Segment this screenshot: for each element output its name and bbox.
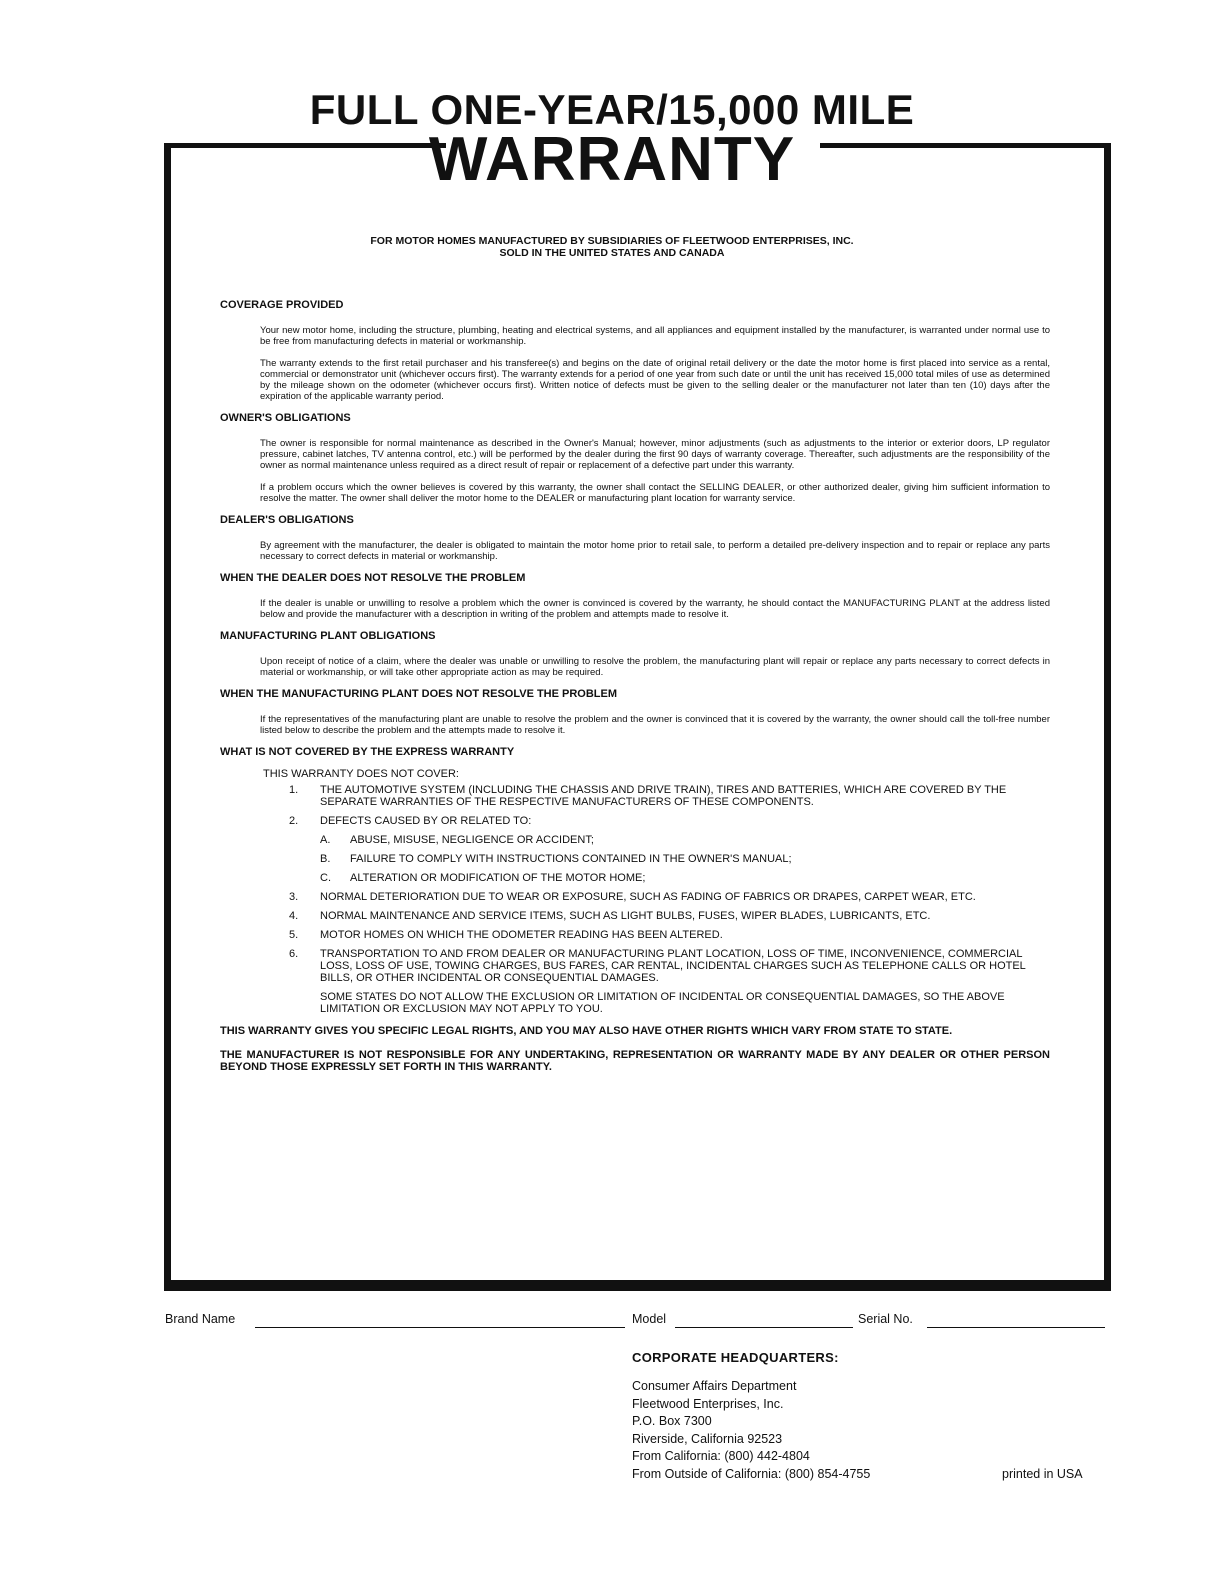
exclusion-item	[263, 948, 1050, 984]
brand-name-field[interactable]	[255, 1312, 625, 1328]
section-heading: MANUFACTURING PLANT OBLIGATIONS	[220, 630, 436, 642]
section-heading: COVERAGE PROVIDED	[220, 299, 344, 311]
section-heading: WHEN THE DEALER DOES NOT RESOLVE THE PROBLEM	[220, 572, 526, 584]
exclusion-note: SOME STATES DO NOT ALLOW THE EXCLUSION OR LIMITATION OF INCIDENTAL OR CONSEQUENTIAL DAMAGES, SO THE ABOVE LIMITATION OR EXCLUSION MAY NOT APPLY TO YOU.	[320, 991, 1005, 1015]
exclusion-number: 1.	[289, 784, 299, 796]
exclusion-text: ABUSE, MISUSE, NEGLIGENCE OR ACCIDENT;	[350, 834, 594, 846]
section-plant-not-resolve	[220, 689, 1050, 736]
brand-name-label: Brand Name	[165, 1312, 236, 1326]
section-paragraph: The warranty extends to the first retail purchaser and his transferee(s) and begins on the date of original retail delivery or the date the motor home is first placed into service as a rental, commercial or demonstrator unit (whichever occurs first). The warranty extends for a period of one year from such date or until the unit has received 15,000 total miles of use as determined by the mileage shown on the odometer (whichever occurs first). Written notice of defects must be given to the selling dealer or the manufacturer not later than ten (10) days after the expiration of the applicable warranty period.	[260, 358, 1050, 402]
section-dealer-obligations	[220, 515, 1050, 562]
section-owner-obligations	[220, 413, 1050, 504]
closing-statement: THE MANUFACTURER IS NOT RESPONSIBLE FOR ANY UNDERTAKING, REPRESENTATION OR WARRANTY MADE BY ANY DEALER OR OTHER PERSON BEYOND THOSE EXPRESSLY SET FORTH IN THIS WARRANTY.	[220, 1049, 1050, 1073]
exclusion-item	[263, 784, 1050, 808]
address-line: P.O. Box 7300	[632, 1414, 712, 1428]
exclusion-subitem	[263, 872, 1050, 884]
exclusion-text: NORMAL DETERIORATION DUE TO WEAR OR EXPOSURE, SUCH AS FADING OF FABRICS OR DRAPES, CARPET WEAR, ETC.	[320, 891, 976, 903]
exclusion-item	[263, 815, 1050, 827]
closing-statement: THIS WARRANTY GIVES YOU SPECIFIC LEGAL RIGHTS, AND YOU MAY ALSO HAVE OTHER RIGHTS WHICH VARY FROM STATE TO STATE.	[220, 1025, 953, 1037]
exclusion-number: 3.	[289, 891, 299, 903]
subtitle-line1: FOR MOTOR HOMES MANUFACTURED BY SUBSIDIARIES OF FLEETWOOD ENTERPRISES, INC.	[370, 235, 854, 247]
section-plant-obligations	[220, 631, 1050, 678]
address-line: Consumer Affairs Department	[632, 1379, 797, 1393]
warranty-title-line1: FULL ONE-YEAR/15,000 MILE	[309, 86, 915, 133]
exclusion-subitem	[263, 834, 1050, 846]
section-heading: DEALER'S OBLIGATIONS	[220, 514, 354, 526]
exclusion-number: 2.	[289, 815, 299, 827]
section-heading: OWNER'S OBLIGATIONS	[220, 412, 351, 424]
address-line: Riverside, California 92523	[632, 1431, 783, 1446]
exclusion-list	[263, 768, 1050, 1015]
section-paragraph: By agreement with the manufacturer, the dealer is obligated to maintain the motor home prior to retail sale, to perform a detailed pre-delivery inspection and to repair or replace any parts necessary to correct defects in material or workmanship.	[260, 540, 1050, 562]
exclusion-text: DEFECTS CAUSED BY OR RELATED TO:	[320, 815, 532, 827]
corporate-heading: CORPORATE HEADQUARTERS:	[632, 1350, 839, 1365]
section-paragraph: The owner is responsible for normal maintenance as described in the Owner's Manual; however, minor adjustments (such as adjustments to the interior or exterior doors, LP regulator pressure, cabinet latches, TV antenna control, etc.) will be performed by the dealer during the first 90 days of warranty coverage. Thereafter, such adjustments are the responsibility of the owner as normal maintenance unless required as a direct result of repair or replacement of a defective part under this warranty.	[260, 438, 1050, 471]
serial-field[interactable]	[927, 1312, 1105, 1328]
section-heading: WHAT IS NOT COVERED BY THE EXPRESS WARRANTY	[220, 746, 515, 758]
model-field[interactable]	[675, 1312, 853, 1328]
exclusion-subitem	[263, 853, 1050, 865]
exclusion-number: 4.	[289, 910, 299, 922]
warranty-body	[220, 300, 1050, 1085]
exclusion-text: TRANSPORTATION TO AND FROM DEALER OR MANUFACTURING PLANT LOCATION, LOSS OF TIME, INCONVENIENCE, COMMERCIAL LOSS, LOSS OF USE, TOWING CHARGES, BUS FARES, CAR RENTAL, INCIDENTAL CHARGES SUCH AS TELEPHONE CALLS OR HOTEL BILLS, OR OTHER INCIDENTAL OR CONSEQUENTIAL DAMAGES.	[320, 948, 1026, 984]
printed-in-usa: printed in USA	[1002, 1467, 1083, 1481]
exclusion-letter: B.	[320, 853, 331, 865]
section-paragraph: If the dealer is unable or unwilling to resolve a problem which the owner is convinced is covered by the warranty, he should contact the MANUFACTURING PLANT at the address listed below and provide the manufacturer with a description in writing of the problem and attempts made to resolve it.	[260, 598, 1050, 620]
exclusion-letter: A.	[320, 834, 331, 846]
exclusion-letter: C.	[320, 872, 331, 884]
exclusion-text: MOTOR HOMES ON WHICH THE ODOMETER READING HAS BEEN ALTERED.	[320, 929, 723, 941]
address-line: Fleetwood Enterprises, Inc.	[632, 1396, 784, 1411]
section-paragraph: Upon receipt of notice of a claim, where the dealer was unable or unwilling to resolve the problem, the manufacturing plant will repair or replace any parts necessary to correct defects in material or workmanship, or will take other appropriate action as may be required.	[260, 656, 1050, 678]
exclusion-text: FAILURE TO COMPLY WITH INSTRUCTIONS CONTAINED IN THE OWNER'S MANUAL;	[350, 853, 792, 865]
phone-line: From California: (800) 442-4804	[632, 1449, 810, 1463]
exclusion-number: 5.	[289, 929, 299, 941]
section-paragraph: If a problem occurs which the owner believes is covered by this warranty, the owner shall contact the SELLING DEALER, or other authorized dealer, giving him sufficient information to resolve the matter. The owner shall deliver the motor home to the DEALER or manufacturing plant location for warranty service.	[260, 482, 1050, 504]
warranty-subtitle	[0, 235, 1224, 259]
subtitle-line2: SOLD IN THE UNITED STATES AND CANADA	[499, 247, 725, 259]
section-not-covered	[220, 747, 1050, 1015]
section-paragraph: If the representatives of the manufacturing plant are unable to resolve the problem and the owner is convinced that it is covered by the warranty, the owner should call the toll-free number listed below to describe the problem and the attempts made to resolve it.	[260, 714, 1050, 736]
exclusion-intro: THIS WARRANTY DOES NOT COVER:	[263, 768, 459, 780]
corporate-address	[632, 1378, 870, 1483]
exclusion-number: 6.	[289, 948, 299, 960]
serial-label: Serial No.	[858, 1312, 913, 1326]
model-label: Model	[632, 1312, 667, 1326]
section-paragraph: Your new motor home, including the structure, plumbing, heating and electrical systems, and all appliances and equipment installed by the manufacturer, is warranted under normal use to be free from manufacturing defects in material or workmanship.	[260, 325, 1050, 347]
exclusion-item	[263, 891, 1050, 903]
exclusion-item	[263, 929, 1050, 941]
section-coverage	[220, 300, 1050, 402]
section-dealer-not-resolve	[220, 573, 1050, 620]
warranty-title-line2: WARRANTY	[428, 125, 796, 194]
exclusion-text: ALTERATION OR MODIFICATION OF THE MOTOR HOME;	[350, 872, 646, 884]
exclusion-text: THE AUTOMOTIVE SYSTEM (INCLUDING THE CHASSIS AND DRIVE TRAIN), TIRES AND BATTERIES, WHICH ARE COVERED BY THE SEPARATE WARRANTIES OF THE RESPECTIVE MANUFACTURERS OF THESE COMPONENTS.	[320, 784, 1007, 808]
section-heading: WHEN THE MANUFACTURING PLANT DOES NOT RESOLVE THE PROBLEM	[220, 688, 618, 700]
phone-line: From Outside of California: (800) 854-4755	[632, 1466, 871, 1481]
exclusion-text: NORMAL MAINTENANCE AND SERVICE ITEMS, SUCH AS LIGHT BULBS, FUSES, WIPER BLADES, LUBRICANTS, ETC.	[320, 910, 931, 922]
exclusion-item	[263, 910, 1050, 922]
